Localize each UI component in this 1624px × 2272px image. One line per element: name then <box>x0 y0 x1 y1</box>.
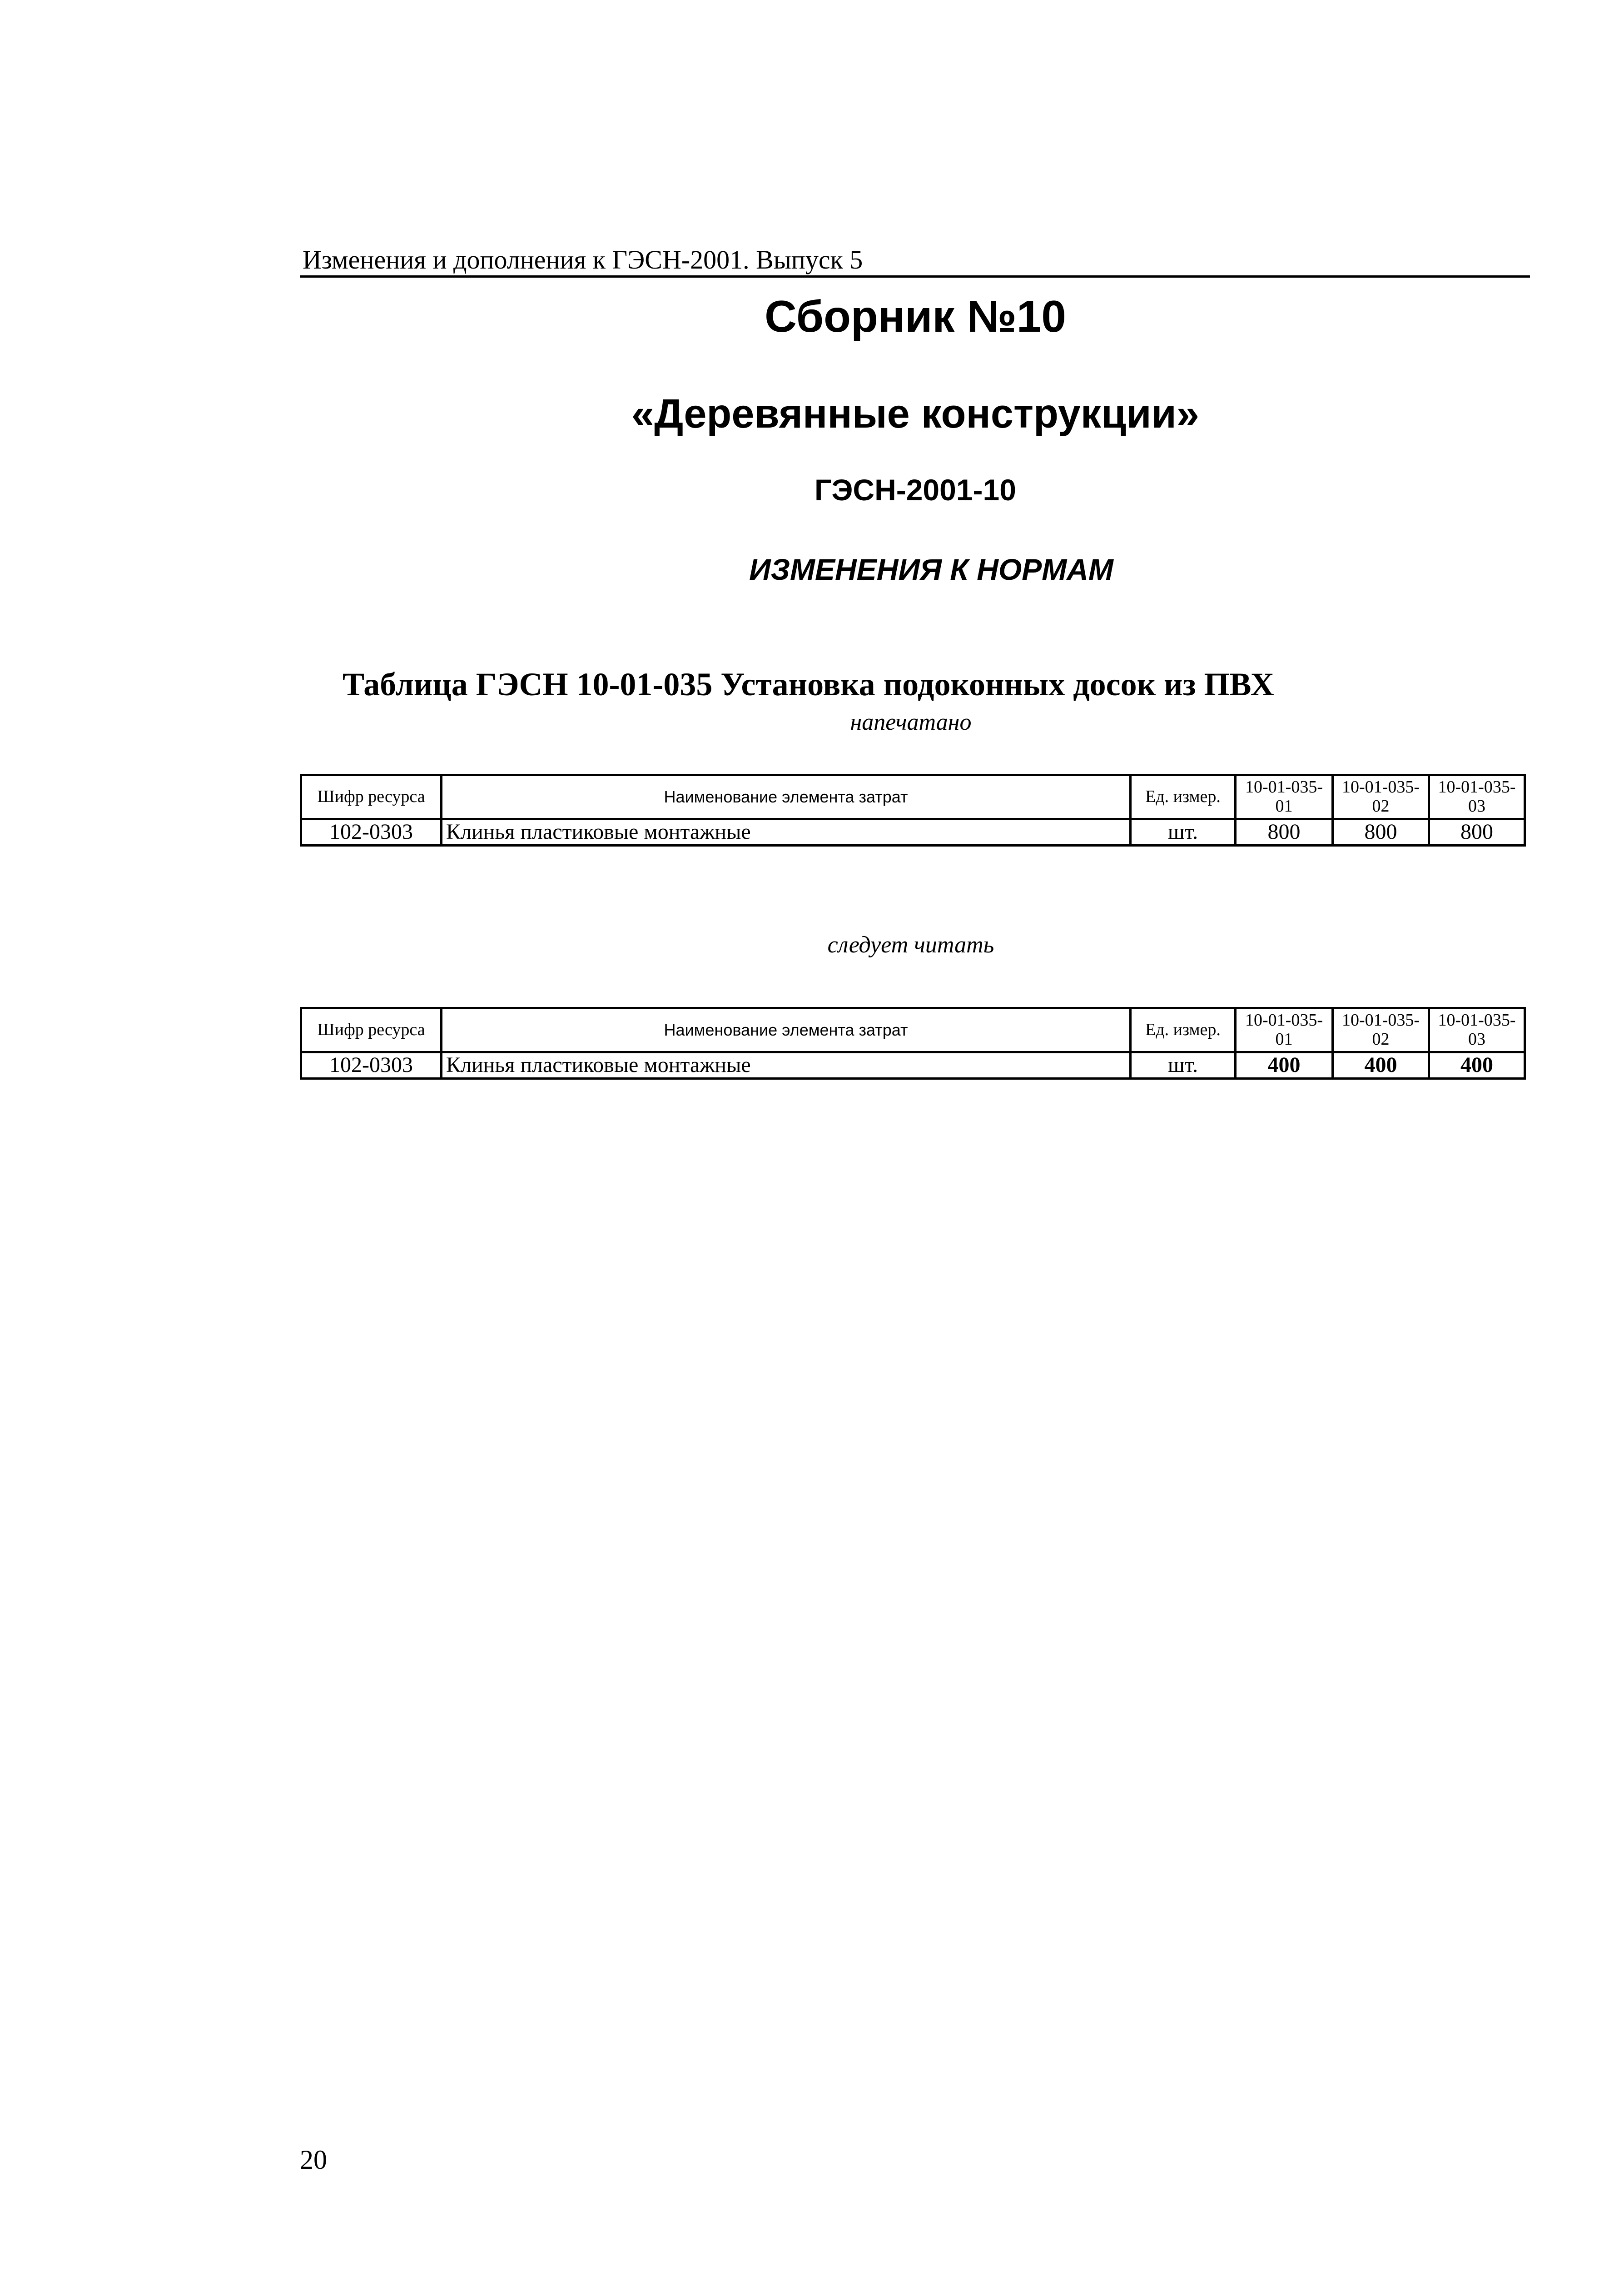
header-unit: Ед. измер. <box>1131 775 1236 819</box>
value-norm-3: 800 <box>1429 819 1525 846</box>
value-norm-1: 800 <box>1236 819 1333 846</box>
header-norm-1: 10-01-035-01 <box>1236 775 1333 819</box>
header-resource-code: Шифр ресурса <box>301 775 442 819</box>
printed-label: напечатано <box>850 709 972 735</box>
header-rule <box>300 275 1530 278</box>
value-norm-1: 400 <box>1236 1052 1333 1079</box>
collection-title: Сборник №10 <box>765 291 1066 341</box>
table-title: Таблица ГЭСН 10-01-035 Установка подоконных досок из ПВХ <box>343 666 1274 703</box>
table-header-row <box>301 775 1525 819</box>
changes-heading: ИЗМЕНЕНИЯ К НОРМАМ <box>749 553 1113 586</box>
unit: шт. <box>1131 819 1236 846</box>
page-number: 20 <box>300 2145 327 2175</box>
element-name: Клинья пластиковые монтажные <box>442 819 1131 846</box>
header-norm-2: 10-01-035-02 <box>1333 775 1429 819</box>
header-norm-3: 10-01-035-03 <box>1429 1008 1525 1052</box>
table-row <box>301 1052 1525 1079</box>
printed-table <box>300 774 1526 847</box>
value-norm-3: 400 <box>1429 1052 1525 1079</box>
value-norm-2: 800 <box>1333 819 1429 846</box>
resource-code: 102-0303 <box>301 1052 442 1079</box>
table-header-row <box>301 1008 1525 1052</box>
header-element-name: Наименование элемента затрат <box>442 775 1131 819</box>
header-norm-2: 10-01-035-02 <box>1333 1008 1429 1052</box>
running-header: Изменения и дополнения к ГЭСН-2001. Выпуск 5 <box>303 245 863 274</box>
table-row <box>301 819 1525 846</box>
value-norm-2: 400 <box>1333 1052 1429 1079</box>
resource-code: 102-0303 <box>301 819 442 846</box>
should-read-table <box>300 1007 1526 1080</box>
header-norm-3: 10-01-035-03 <box>1429 775 1525 819</box>
should-read-label: следует читать <box>827 932 994 958</box>
element-name: Клинья пластиковые монтажные <box>442 1052 1131 1079</box>
norm-code: ГЭСН-2001-10 <box>814 473 1016 507</box>
collection-subtitle: «Деревянные конструкции» <box>631 391 1199 437</box>
header-resource-code: Шифр ресурса <box>301 1008 442 1052</box>
header-element-name: Наименование элемента затрат <box>442 1008 1131 1052</box>
unit: шт. <box>1131 1052 1236 1079</box>
header-norm-1: 10-01-035-01 <box>1236 1008 1333 1052</box>
header-unit: Ед. измер. <box>1131 1008 1236 1052</box>
